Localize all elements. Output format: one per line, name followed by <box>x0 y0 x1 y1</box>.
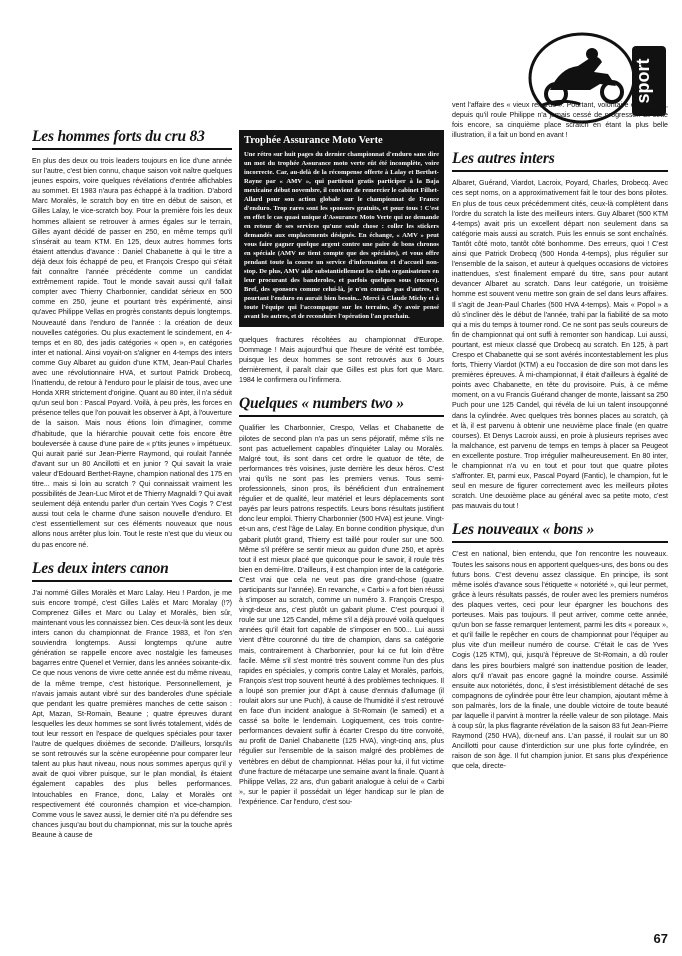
sidebar-box-amv <box>239 130 444 327</box>
title-rule <box>452 541 668 543</box>
sidebar-text: Une rétro sur huit pages du dernier championnat d'enduro sans dire un mot du trophée Assurance moto verte eût été incomplète, voire incorrecte. Car, au-delà de la récompense offerte à Lalay et Berthet-Rayne par « AMV », qui partiront gratis participer à la Baja mexicaine début novembre, il convient de remercier le cabinet Filhet-Allard pour son action globale sur le championnat de France d'enduro. Trop rares sont les sponsors gratuits, et pour tous ! C'est en effet le cas quasi unique d'Assurance Moto Verte qui ne demande en retour de ses services qu'une seule chose : coller les stickers demandés aux emplacements désignés. En échange, « AMV » peut vous faire gagner quelque argent contre une paire de bons chronos en spéciale (AMV ne tient compte que des spéciales), et vous offre pendant toute la course un service d'information et d'accueil non-stop. De plus, AMV aide substantiellement les clubs organisateurs en leur procurant des banderoles, et parfois quelques sous (encore). Bref, des sponsors comme celui-là, je n'en connais pas d'autres, et pourtant l'enduro en aurait bien besoin... Merci à Claude Michy et à toute l'équipe qui l'accompagne sur les terrains, d'y avoir pensé avant les autres, et de reconduire l'opération l'an prochain. <box>244 151 439 320</box>
section-title-nouveaux-bons: Les nouveaux « bons » <box>452 521 595 539</box>
section-title-deux-inters: Les deux inters canon <box>32 559 169 577</box>
left-column <box>32 128 232 946</box>
title-rule <box>239 415 444 417</box>
middle-column <box>239 335 444 946</box>
logo-word: sport <box>633 58 653 104</box>
title-rule <box>32 580 232 582</box>
article-paragraph: quelques fractures récoltées au championnat d'Europe. Dommage ! Mais aujourd'hui que l'heure de vérité est tombée, puisque les deux hommes se sont retrouvés aux 6 Jours dernièrement, il paraît clair que Gilles est plus fort que Marc. 1984 le confirmera ou l'infirmera. <box>239 336 444 385</box>
article-paragraph: En plus des deux ou trois leaders toujours en lice d'une année sur l'autre, c'est bien connu, chaque saison voit naître quelques jeunes espoirs, voire quelques révélations d'entrée affichables au sommet. Et 1983 n'aura pas échappé à la tradition. D'abord Marc Moralès, le scratch boy en titre en début de saison, et Gilles Lalay, le vice-scratch boy. Pour la première fois les deux hommes allaient se retrouver à armes égales sur le terrain, Gilles ayant décidé de passer en 250, en même temps qu'il s'insérait au team KTM. En 125, deux autres hommes forts étaient attendus d'avance : Daniel Chabanette à qui le titre a déjà deux fois échappé de peu, et François Crespo qui s'était fait connaître l'année précédente comme un candidat extrêmement rapide. Tout le monde savait aussi qu'il fallait compter avec Thierry Charbonnier, candidat sérieux en 500 comme en 250, jeune et pourtant très expérimenté, ainsi qu'avec Philippe Vellas en progrès constants depuis longtemps. Nouveauté dans l'enduro de l'année : la création de deux nouvelles catégories. Ou plus exactement le scindement, en 4-temps et en 80, des jadis catégories « open », en catégories inter et national. Ainsi voyait-on s'aligner en 4-temps des inters comme Guy Albaret au guidon d'une KTM, Jean-Paul Charles avec une révolutionnaire HVA, et surtout Patrick Drobecq, l'inattendu, de retour à l'enduro pour le plaisir de tous, avec une Honda XRR strictement d'origine. Quant au 80 inter, il n'a séduit qu'un seul bon : Pascal Poyard. Voilà, à peu près, les forces en présence telles que l'on pouvait les observer à Apt, à l'ouverture de la saison. Mais nous étions loin d'imaginer, comme d'habitude, que la hiérarchie pouvait cette fois encore être bouleversée à cause d'une paire de « p'tits jeunes » impétueux. Qui aurait parié sur Jean-Pierre Raymond, qui roulait l'année d'avant sur un 80 Ancillotti et en junior ? Qui savait la vraie valeur d'Edouard Berthet-Rayne, champion national des 175 en titre... mais si loin au scratch ? Qui connaissait vraiment les possibilités de Jean-Luc Mirot et de Thierry Magnaldi ? Qui avait seulement déjà entendu parler d'un certain Yves Cogis ? C'est aussi tout cela le charme d'une saison nouvelle d'enduro. Et c'est essentiellement sur ces éléments nouveaux que nous allons nous arrêter plus loin. Tout le reste n'est que du vieux ou du pas encore né. <box>32 157 232 549</box>
sidebar-title: Trophée Assurance Moto Verte <box>244 135 383 146</box>
section-title-autres-inters: Les autres inters <box>452 150 555 168</box>
title-rule <box>32 148 232 150</box>
article-paragraph: Albaret, Guérand, Viardot, Lacroix, Poyard, Charles, Drobecq. Avec ces sept noms, on a approximativement fait le tour des bons pilotes. En plus de tous ceux précédemment cités, ceux-là complètent dans l'ordre du scratch la liste des meilleurs inters. Guy Albaret (500 KTM 4-temps) avait pris un excellent départ non seulement dans sa catégorie mais aussi au scratch. Puis les ennuis se sont enchaînés. Tantôt côté moto, tantôt côté bonhomme. Des erreurs, quoi ! C'est ainsi que Patrick Drobecq (500 Honda 4-temps), plus régulier sur l'ensemble de la saison, et auteur à quelques occasions de victoires inattendues, s'est finalement emparé du titre, sans pour autant devancer Albaret au scratch. Dans leur catégorie, un troisième homme est souvent venu mettre son grain de sel dans leurs affaires. Il s'agit de Jean-Paul Charles (500 HVA 4-temps). Mais « Popol » a dû s'incliner dès le début de l'année, trahi par la fiabilité de sa moto qui a mis du temps à tourner rond. Ce ne sont pas seuls coureurs de fin de championnat qui ont suffi à remonter son handicap. Lui aussi, pourtant, est mieux classé que Drobecq au scratch. En 125, à part Crespo et Chabanette qui se sont avérés incontestablement les plus forts, Thierry Viardot (KTM) a eu l'occasion de dire son mot dans les premières épreuves. À mi-championnat, il était d'ailleurs à égalité de points avec Chabanette, en tête du provisoire. Puis, à ce même moment, on a vu Francis Guérand changer de monte, laissant sa 250 Puch pour une 125 Candel, qui révéla de lui un talent insoupçonné dans la cylindrée. Avec quelques très bonnes places au scratch, çà et là, il est parvenu à obtenir une neuvième place finale (en quatre courses). Et Denys Lacroix aussi, en proie à plusieurs reprises avec la malchance, est parvenu de temps en temps à placer sa Peugeot en excellente posture. Trop irrégulier malheureusement. En 80 inter, le championnat n'a vu en tout et pour tout que quatre pilotes s'affronter. Et, parmi eux, Pascal Poyard (Fantic), le champion, fut le seul en mesure de figurer correctement avec les meilleurs pilotes scratch. Une deuxième place au général avec sa petite moto, c'est pas mauvais du tout ! <box>452 179 668 511</box>
article-paragraph: Qualifier les Charbonnier, Crespo, Vellas et Chabanette de pilotes de second plan n'a pas un sens péjoratif, même s'ils ne sont pas actuellement capables d'inquiéter Lalay ou Moralès. Malgré tout, ils sont dans cet ordre le quatuor de tête, de performances très voisines, juste derrière les deux héros. C'est vrai qu'ils ne sont pas les premiers venus. Tous semi-professionnels, sinon pros, ils bénéficient d'un entraînement régulier et de qualité, leur matériel et leurs déplacements sont payés par leurs patrons respectifs. Leurs bons résultats justifient donc leur emploi. Thierry Charbonnier (500 HVA) est jeune. Vingt-et-un ans, c'est l'âge de Lalay. En bonne condition physique, d'un gabarit plutôt grand, Thierry est taillé pour rouler sur une 500. Même s'il préfère se sentir mieux au guidon d'une 250, et après tout il est mieux placé que quiconque pour le savoir, il roule très bien en demi-litre. D'ailleurs, il est champion inter de la catégorie. C'est vrai que cela ne veut pas dire grand-chose (quatre participants sur l'année). En revanche, « Carbi » a fort bien réussi à s'imposer au scratch, comme un numéro 3. François Crespo, vingt-deux ans, c'est plutôt un gabarit plume. C'est pourquoi il roule sur une 125 Candel, même s'il a déjà prouvé voilà quelques années qu'il était fort capable de s'imposer en 500... Lui aussi vient d'être couronné du titre de champion, dans sa catégorie mais, contrairement à Charbonnier, pour lui ce fut loin d'être facile. Même s'il s'est montré très souvent comme l'un des plus rapides en spéciales, y compris contre Lalay et Moralès, parfois, François s'est trop souvent heurté à des problèmes techniques. Il a loupé son premier jour d'Apt à cause d'ennuis d'allumage (il roulait alors sur une Puch), à cause de l'humidité il s'est retrouvé en face d'un incident analogue à St-Romain (le samedi) et a cassé sa boîte le lendemain. Logiquement, ces trois contre-performances devaient suffir à écarter Crespo du titre convoité, au profit de Daniel Chabanette (125 HVA), vingt-cinq ans, plus régulier sur l'ensemble de la saison malgré des problèmes de vertèbres en début de championnat. Hélas pour lui, il fut victime d'une fracture de métacarpe une semaine avant la finale. Quant à Philippe Vellas, 22 ans, d'un gabarit analogue à celui de « Carbi », sur le papier il possédait un léger handicap sur le plan de l'expérience. Car l'enduro, c'est sou- <box>239 424 444 806</box>
article-paragraph: C'est en national, bien entendu, que l'on rencontre les nouveaux. Toutes les saisons nous en apportent quelques-uns, des bons ou des futurs bons. C'est devenu assez classique. En principe, ils sont même isolés d'avance sous l'étiquette « notoriété », qui leur permet, grâce à leurs résultats passés, de rouler avec les premiers numéros des plaques vertes, ceci pour leur épargner les bouchons des porteuses. Mais pas toujours. Il peut arriver, comme cette année, qu'un bon se fasse remarquer lentement, parmi les dits « poreaux », et qu'il faille le repêcher en cours de championnat pour l'équiper au plus vite d'un meilleur numéro de course. C'était le cas de Yves Cogis (125 KTM), qui, jusqu'à l'épreuve de St-Romain, a dû rouler dans les pires bourbiers malgré son inattendue position de leader, alors qu'il n'avait pas encore gagné la moindre course. Assimilé ensuite aux notoriétés, donc, il s'est irrésistiblement détaché de ses compagnons de cylindrée pour être leur champion, ajoutant même à son palmarès, lors de la finale, une double victoire de toute beauté par laquelle il parvint à montrer la réelle valeur de son pilotage. Mais à coup sûr, la plus flagrante révélation de la saison 83 fut Jean-Pierre Raymond (250 HVA), dix-neuf ans. L'an passé, il roulait sur un 80 Ancillotti pour cause d'interdiction sur une plus forte cylindrée, en raison de son âge. Il fut champion junior. Et sans plus d'expérience que cela, directe- <box>452 550 668 771</box>
page-number: 67 <box>653 931 668 946</box>
article-paragraph: J'ai nommé Gilles Moralès et Marc Lalay. Heu ! Pardon, je me suis encore trompé, c'est Gilles Lalès et Marc Moralay (!?) Comprenez Gilles et Marc ou Lalay et Moralès, bien sûr, maintenant vous les connaissez bien. Ces deux-là sont les deux inters canon du championnat de France 1983, et l'on s'en souviendra longtemps. Aussi longtemps qu'une autre génération se rappelle encore avec nostalgie les fameuses bagarres entre Quenel et Vernier, dans les années soixante-dix. Ce que nous venons de vivre cette année est du même niveau, de la même trempe, c'est historique. Personnellement, je n'avais jamais autant vibré sur des banderoles d'une spéciale que pendant les quatre premières manches de cette saison : Apt, Mazan, St-Romain, Beaune ; quatre épreuves durant lesquelles les deux hommes se sont livrés totalement, vidés de tout leur ressort en l'espace de quelques spéciales pour taxer l'autre de quelques dixièmes de seconde. D'ailleurs, lorsqu'ils se sont retrouvés sur la scène européenne pour comparer leur talent au plus haut niveau, nous nous sommes aperçus qu'il y avait de quoi vibrer puisque, sur le plan mondial, ils étaient également capables des plus belles performances. Intouchables en France, donc, Lalay et Moralès ont respectivement été couronnés champion et vice-champion. Comme vous le savez aussi, le dernier cité n'a pu défendre ses chances jusqu'au bout du championnat, mis sur la touche après Beaune à cause de <box>32 588 232 839</box>
title-rule <box>452 170 668 172</box>
section-title-hommes-forts: Les hommes forts du cru 83 <box>32 128 205 145</box>
right-column <box>452 100 668 946</box>
article-paragraph: vent l'affaire des « vieux renards ». Pourtant, volontaire et appliqué, depuis qu'il roule Philippe n'a jamais cessé de progresser. Et cette fois encore, sa cinquième place scratch en étant la plus belle illustration, il a fait un bond en avant ! <box>452 101 668 140</box>
section-title-numbers-two: Quelques « numbers two » <box>239 395 404 413</box>
